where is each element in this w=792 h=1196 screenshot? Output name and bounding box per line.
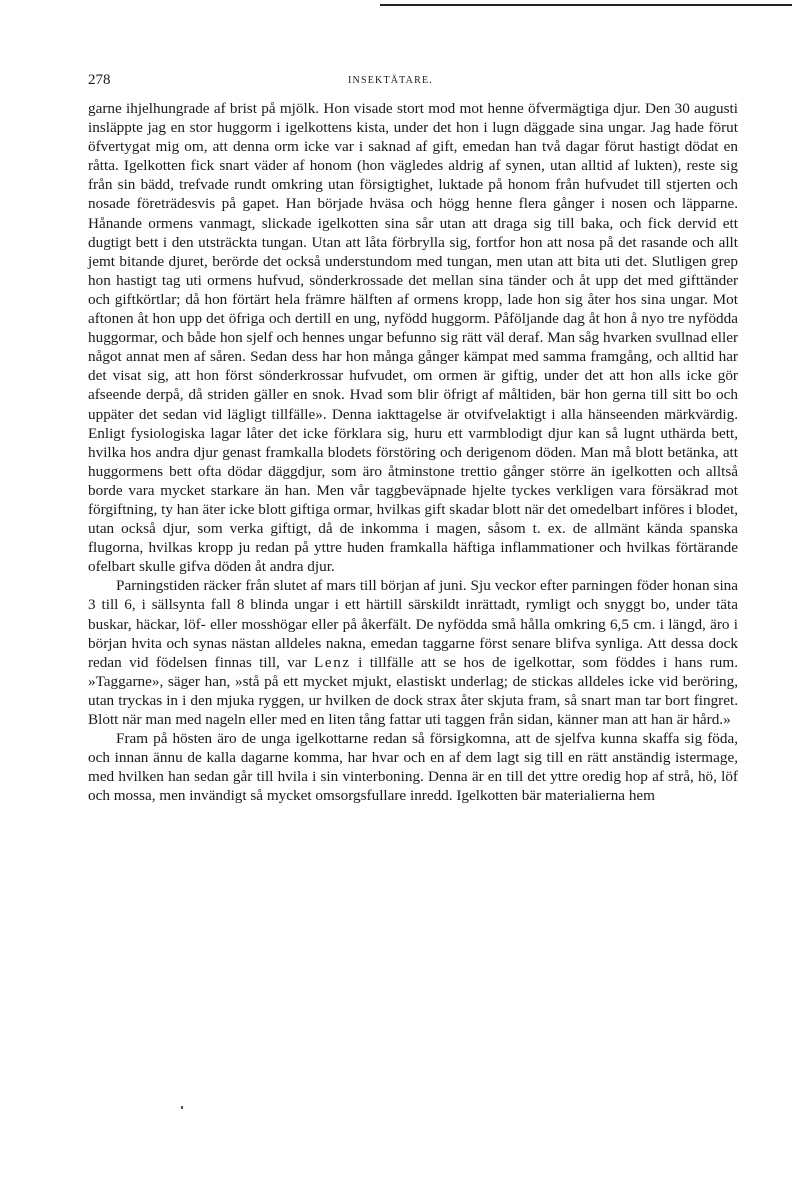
- running-head: INSEKTÄTARE.: [348, 75, 433, 86]
- author-name-lenz: Lenz: [313, 653, 351, 671]
- paragraph-3: Fram på hösten äro de unga igelkottarne redan så försigkomna, att de sjelfva kunna skaffa sig föda, och innan ännu de kalla dagarne komma, har hvar och en af dem lagt sig till en rätt anständig istermage, med hvilken han sedan går till hvila i sin vinterboning. Denna är en till det yttre oredig hop af strå, hö, löf och mossa, men invändigt så mycket omsorgsfullare inredd. Igelkotten bär materialierna hem: [88, 730, 738, 805]
- top-rule: [380, 4, 792, 6]
- scan-speck: [181, 1106, 183, 1109]
- paragraph-2-text-after: i tillfälle att se hos de igelkottar, som föddes i hans rum. »Taggarne», säger han, »stå på ett mycket mjukt, elastiskt underlag; de stickas alldeles icke vid beröring, utan tryckas in i den mjuka ryggen, ur hvilken de dock strax åter skjuta fram, så snart man tar bort fingret. Blott när man med nageln eller med en liten tång fattar uti taggen från sidan, känner man att han är hård.»: [88, 653, 739, 728]
- paragraph-2: [88, 576, 738, 729]
- page-header: [88, 72, 738, 92]
- paragraph-2-text-before: Parningstiden räcker från slutet af mars till början af juni. Sju veckor efter parningen föder honan sina 3 till 6, i sällsynta fall 8 blinda ungar i ett härtill särskildt inrättadt, rymligt och snyggt bo, under täta buskar, häckar, löf- eller mosshögar eller på åkerfält. De nyfödda små hålla omkring 6,5 cm. i längd, äro i början hvita och synas nästan alldeles nakna, emedan taggarne först senare blifva synliga. Att dessa dock redan vid födelsen finnas till, var: [88, 577, 738, 671]
- paragraph-1: garne ihjelhungrade af brist på mjölk. Hon visade stort mod mot henne öfvermägtiga djur. Den 30 augusti insläppte jag en stor huggorm i igelkottens kista, under det hon i lugn däggade sina ungar. Jag hade förut öfvertygat mig om, att denna orm icke var i saknad af gift, emedan han två dagar förut hastigt dödat en råtta. Igelkotten fick snart väder af honom (hon vägledes aldrig af synen, utan alltid af lukten), reste sig från sin bädd, trefvade rundt omkring utan försigtighet, luktade på honom från hufvudet till stjerten och nosade företrädesvis på gapet. Han började hväsa och högg henne flera gånger i nosen och läpparne. Hånande ormens vanmagt, slickade igelkotten sina sår utan att draga sig till baka, och fick dervid ett dugtigt bett i den utsträckta tungan. Utan att låta förbrylla sig, fortfor hon att nosa på det rasande och allt jemt bitande djuret, berörde det också understundom med tungan, men utan att bita uti det. Slutligen grep hon hastigt tag uti ormens hufvud, sönderkrossade det mellan sina tänder och åt upp det med gifttänder och giftkörtlar; då hon förtärt hela främre hälften af ormens kropp, lade hon sig åter hos sina ungar. Mot aftonen åt hon upp det öfriga och dertill en ung, nyfödd huggorm. Påföljande dag åt hon å nyo tre nyfödda huggormar, och både hon sjelf och hennes ungar befunno sig rätt väl deraf. Man såg hvarken svullnad eller något annat men af såren. Sedan dess har hon många gånger kämpat med samma framgång, och alltid har det visat sig, att hon först sönderkrossar hufvudet, om ormen är giftig, under det att hon alls icke gör afseende derpå, då striden gäller en snok. Hvad som blir öfrigt af måltiden, bär hon gerna till sitt bo och uppäter det sedan vid lägligt tillfälle». Denna iakttagelse är otvifvelaktigt i alla hänseenden märkvärdig. Enligt fysiologiska lagar låter det icke förklara sig, huru ett varmblodigt djur kan så lugnt uthärda bett, hvilka hos andra djur genast framkalla blodets förstöring och derigenom döden. Man må blott betänka, att huggormens bett ofta dödar däggdjur, som äro åtminstone trettio gånger större än igelkotten och alltså borde vara mycket starkare än han. Men vår taggbeväpnade hjelte tyckes verkligen vara försäkrad mot förgiftning, ty han äter icke blott giftiga ormar, hvilkas gift skadar blott när det omedelbart införes i blodet, utan också djur, som verka giftigt, då de inkomma i magen, såsom t. ex. de allmänt kända spanska flugorna, hvilkas kropp ju redan på yttre huden framkalla häftiga inflammationer och hvilkas förtärande ofelbart skulle gifva döden åt andra djur.: [88, 100, 738, 576]
- body-text: [88, 99, 738, 805]
- page-number: 278: [88, 72, 111, 88]
